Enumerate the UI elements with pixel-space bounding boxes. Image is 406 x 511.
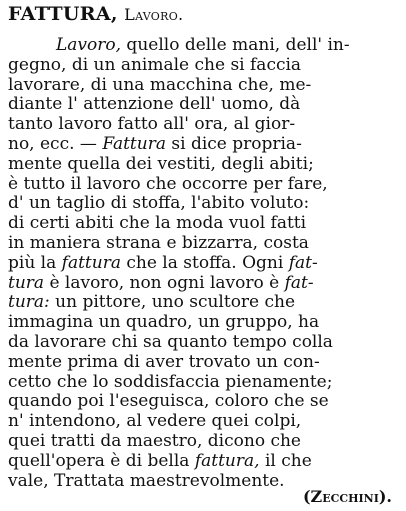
text-line (8, 274, 400, 294)
text-line (8, 333, 400, 353)
text-line (8, 373, 400, 393)
text-line (8, 194, 400, 214)
text-segment: tanto lavoro fatto all' ora, al gior- (8, 114, 296, 135)
text-segment: mente quella dei vestiti, degli abiti; (8, 153, 314, 174)
entry-body (8, 36, 400, 491)
text-segment: che la stoffa. Ogni (120, 252, 289, 273)
entry-headword: FATTURA, (8, 3, 118, 25)
text-segment: d' un taglio di stoffa, l'abito voluto: (8, 193, 310, 214)
text-line (8, 392, 400, 412)
text-segment: vale, Trattata maestrevolmente. (8, 470, 285, 491)
text-segment: il che (259, 450, 312, 471)
text-segment: diante l' attenzione dell' uomo, dà (8, 94, 301, 115)
author-name: (Zecchini). (302, 487, 392, 506)
text-segment: in maniera strana e bizzarra, costa (8, 232, 309, 253)
text-line (8, 135, 400, 155)
italic-term: tura: (8, 292, 50, 313)
text-line (8, 76, 400, 96)
text-segment: quell'opera è di bella (8, 450, 195, 471)
text-segment: più la (8, 252, 62, 273)
text-segment: no, ecc. — (8, 133, 103, 154)
text-line (8, 452, 400, 472)
italic-term: fat- (288, 252, 318, 273)
text-line (8, 412, 400, 432)
text-line (8, 175, 400, 195)
italic-term: fattura (61, 252, 121, 273)
text-segment: immagina un quadro, un gruppo, ha (8, 312, 320, 333)
italic-term: Fattura (102, 133, 166, 154)
entry-variant: Lavoro. (124, 5, 184, 24)
text-segment: è lavoro, non ogni lavoro è (44, 272, 285, 293)
text-segment: si dice propria- (165, 133, 302, 154)
text-segment: mente prima di aver trovato un con- (8, 351, 320, 372)
text-line (8, 214, 400, 234)
text-segment: n' intendono, al vedere quei colpi, (8, 411, 302, 432)
text-line (8, 115, 400, 135)
entry-heading (8, 2, 183, 27)
text-segment: quei tratti da maestro, dicono che (8, 430, 301, 451)
text-line (8, 234, 400, 254)
text-line (8, 254, 400, 274)
text-segment: quello delle mani, dell' in- (121, 35, 350, 55)
text-line (8, 95, 400, 115)
text-line (8, 313, 400, 333)
text-segment: quando poi l'eseguisca, coloro che se (8, 391, 329, 412)
text-line (8, 293, 400, 313)
text-segment: è tutto il lavoro che occorre per fare, (8, 173, 328, 194)
text-line (8, 56, 400, 76)
text-segment: un pittore, uno scultore che (49, 292, 296, 313)
text-segment: di certi abiti che la moda vuol fatti (8, 213, 307, 234)
author-signature (303, 487, 392, 507)
italic-term: fattura, (194, 450, 260, 471)
italic-term: Lavoro, (56, 35, 122, 55)
italic-term: fat- (284, 272, 314, 293)
italic-term: tura (8, 272, 45, 293)
text-segment: lavorare, di una macchina che, me- (8, 74, 312, 95)
text-segment: cetto che lo soddisfaccia pienamente; (8, 371, 333, 392)
text-line (8, 432, 400, 452)
text-line (8, 353, 400, 373)
text-line (8, 155, 400, 175)
text-segment: gegno, di un animale che si faccia (8, 54, 302, 75)
text-line (8, 36, 400, 56)
text-segment: da lavorare chi sa quanto tempo colla (8, 331, 333, 352)
